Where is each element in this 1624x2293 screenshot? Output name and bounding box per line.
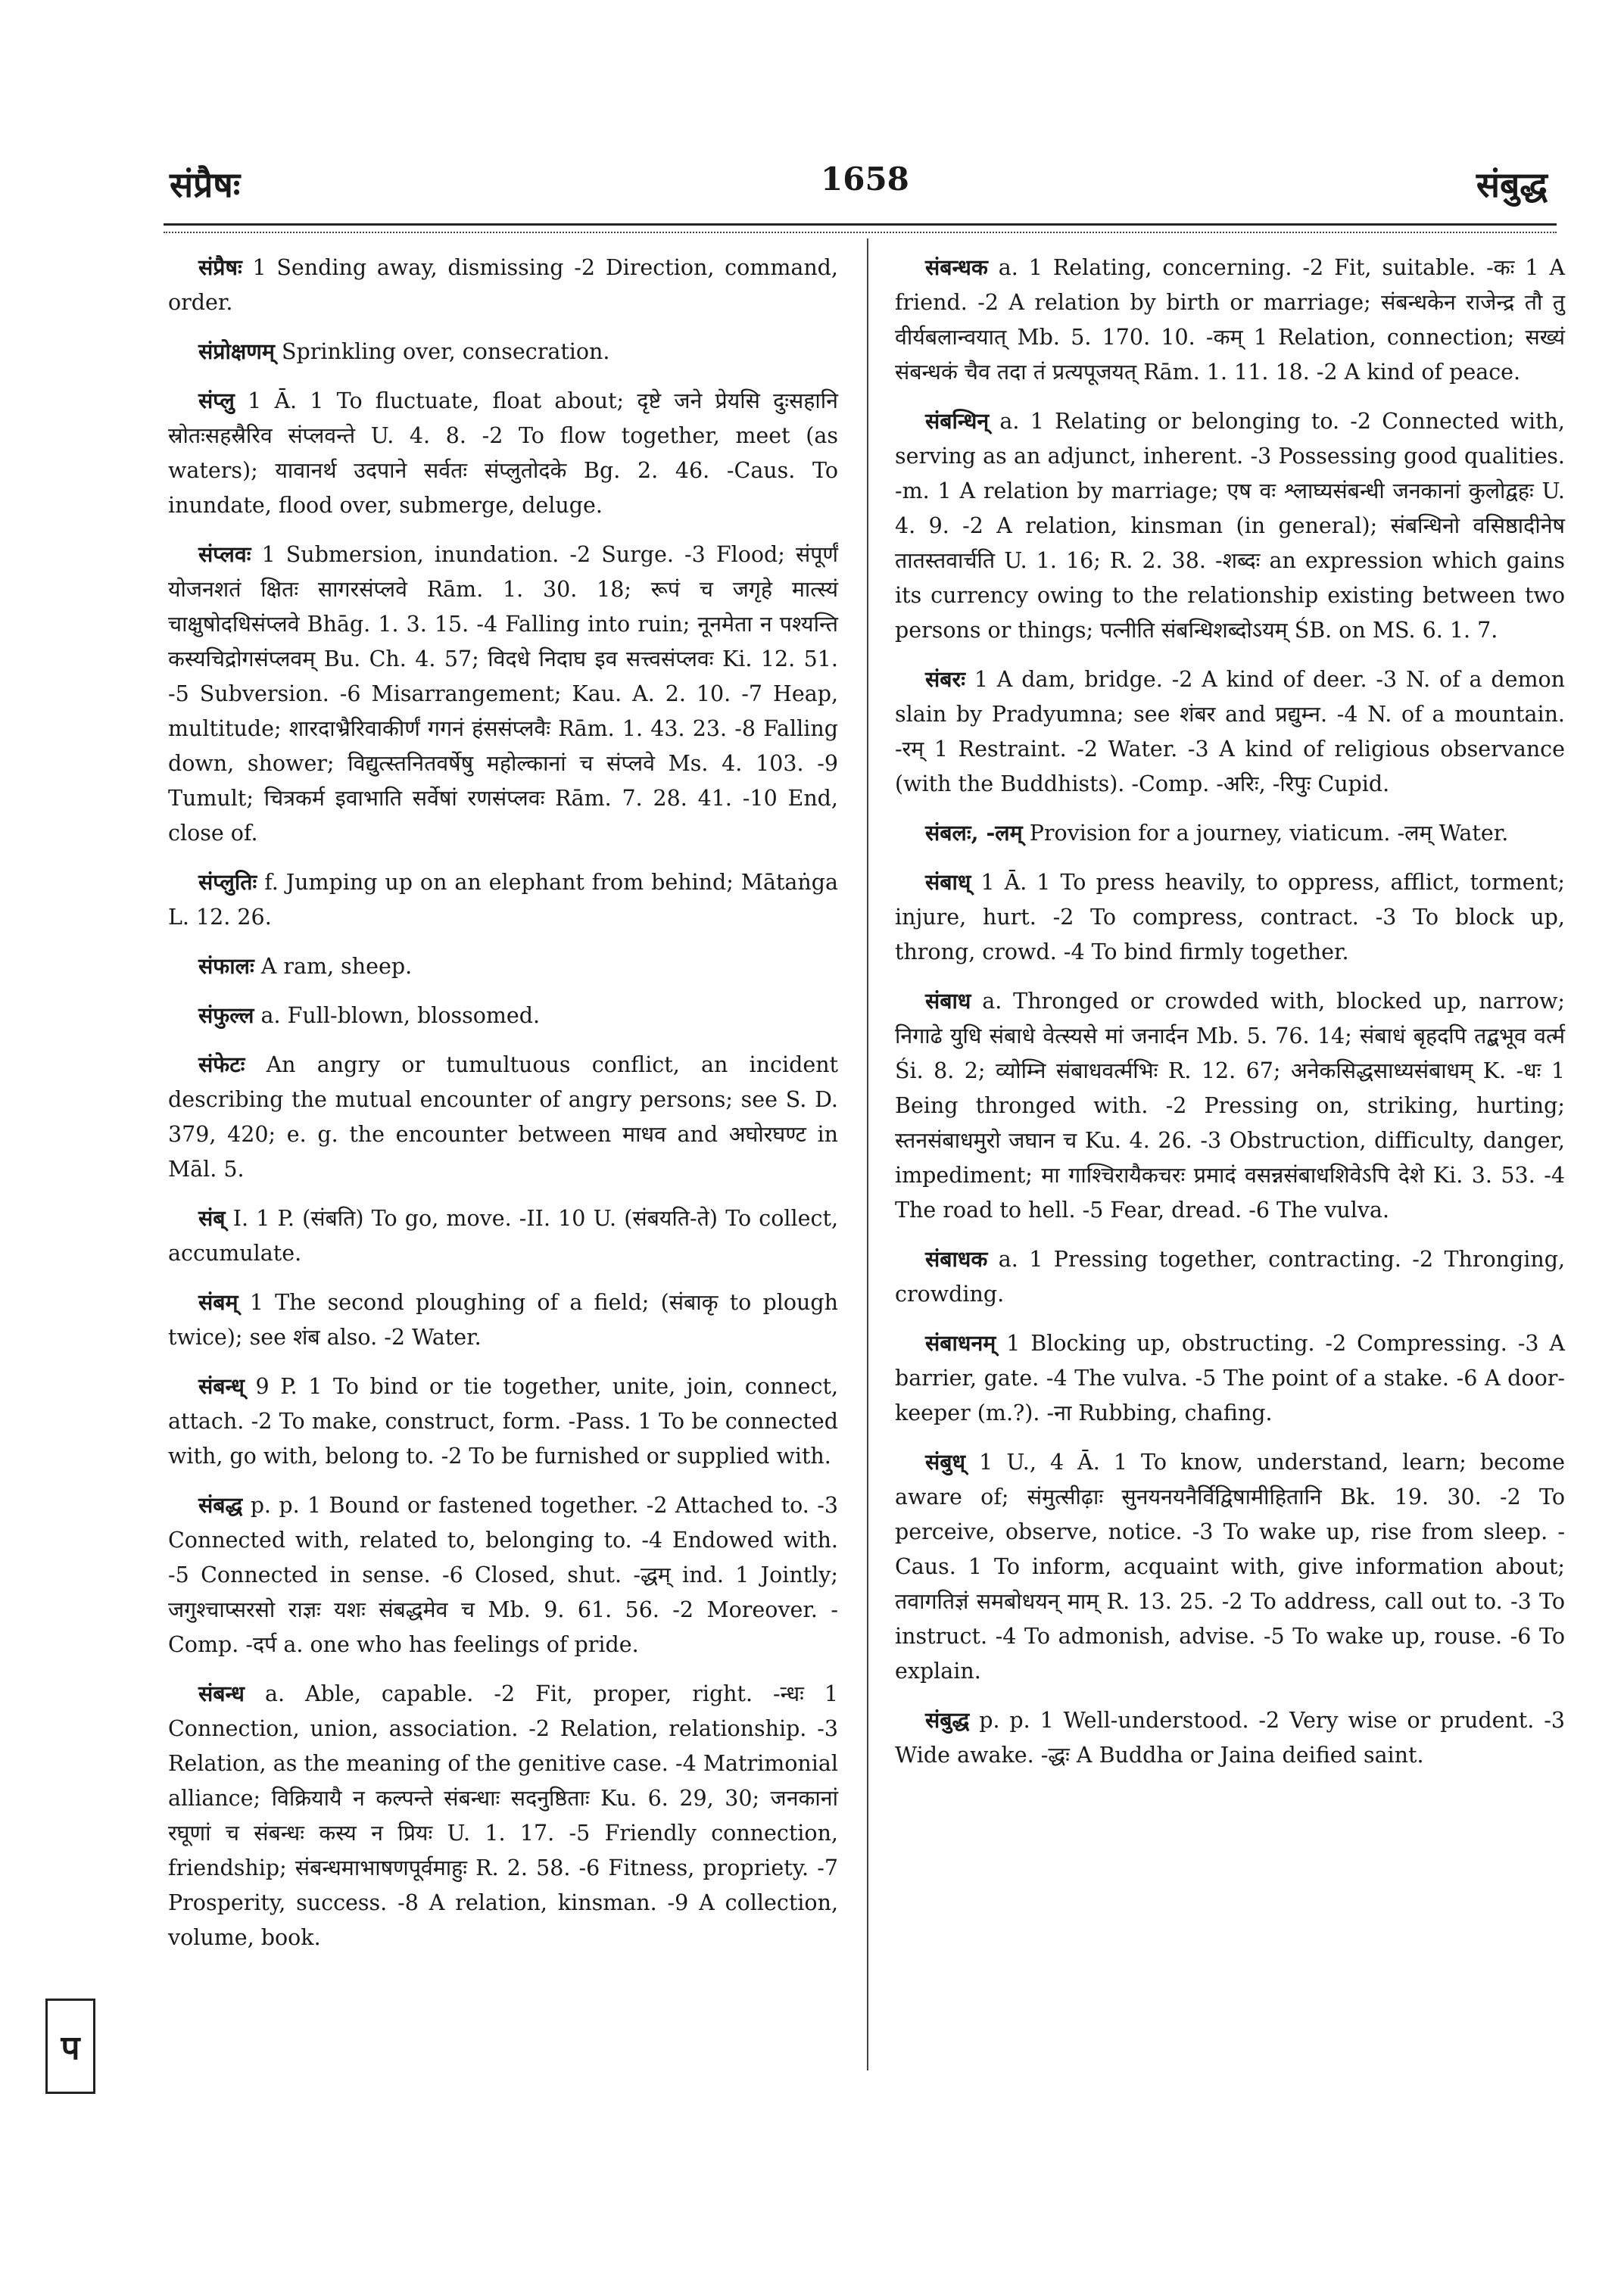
headword: संप्लुतिः bbox=[198, 869, 257, 895]
definition: An angry or tumultuous conflict, an incident describing the mutual encounter of angry persons; see S. D. 379, 420; e. g. the encounter between माधव and अघोरघण्ट in Māl. 5. bbox=[168, 1052, 839, 1182]
entry bbox=[895, 1326, 1565, 1431]
entry bbox=[168, 1488, 838, 1662]
definition: 1 The second ploughing of a field; (संबाकृ to plough twice); see शंब also. -2 Water. bbox=[168, 1290, 839, 1350]
definition: A ram, sheep. bbox=[260, 954, 413, 979]
headword: संबुद्ध bbox=[925, 1707, 970, 1733]
entry bbox=[895, 1242, 1565, 1312]
entry bbox=[895, 865, 1565, 970]
definition: a. Able, capable. -2 Fit, proper, right. -न्धः 1 Connection, union, association. -2 Relation, relationship. -3 Relation, as the meaning of the genitive case. -4 Matrimonial alliance; विक्रियायै न कल्पन्ते संबन्धाः सदनुष्ठिताः Ku. 6. 29, 30; जनकानां रघूणां च संबन्धः कस्य न प्रियः U. 1. 17. -5 Friendly connection, friendship; संबन्धमाभाषणपूर्वमाहुः R. 2. 58. -6 Fitness, propriety. -7 Prosperity, success. -8 A relation, kinsman. -9 A collection, volume, book. bbox=[168, 1681, 838, 1950]
entry bbox=[168, 1285, 838, 1355]
headword: संप्लवः bbox=[198, 541, 251, 567]
definition: p. p. 1 Well-understood. -2 Very wise or prudent. -3 Wide awake. -द्धः A Buddha or Jaina deified saint. bbox=[895, 1708, 1565, 1768]
entry bbox=[168, 334, 838, 369]
headword: संबाध bbox=[925, 988, 971, 1014]
left-column bbox=[168, 250, 838, 1969]
definition: Sprinkling over, consecration. bbox=[282, 339, 610, 364]
page-header bbox=[170, 160, 1548, 213]
column-divider bbox=[867, 238, 868, 2070]
definition: 1 U., 4 Ā. 1 To know, understand, learn; become aware of; संमुत्सीढ़ाः सुनयनयनैर्विद्विषामीहितानि Bk. 19. 30. -2 To perceive, observe, notice. -3 To wake up, rise from sleep. -Caus. 1 To inform, acquaint with, give information about; तवागतिज्ञं समबोधयन् माम् R. 13. 25. -2 To address, call out to. -3 To instruct. -4 To admonish, advise. -5 To wake up, rouse. -6 To explain. bbox=[895, 1450, 1565, 1684]
entry bbox=[895, 1444, 1565, 1689]
definition: Provision for a journey, viaticum. -लम् Water. bbox=[1029, 821, 1509, 846]
definition: 1 Sending away, dismissing -2 Direction, command, order. bbox=[168, 255, 838, 315]
definition: 1 Submersion, inundation. -2 Surge. -3 Flood; संपूर्णं योजनशतं क्षितः सागरसंप्लवे Rām. 1. 30. 18; रूपं च जगृहे मात्स्यं चाक्षुषोदधिसंप्लवे Bhāg. 1. 3. 15. -4 Falling into ruin; नूनमेता न पश्यन्ति कस्यचिद्रोगसंप्लवम् Bu. Ch. 4. 57; विदधे निदाघ इव सत्त्वसंप्लवः Ki. 12. 51. -5 Subversion. -6 Misarrangement; Kau. A. 2. 10. -7 Heap, multitude; शारदाभ्रैरिवाकीर्णं गगनं हंससंप्लवैः Rām. 1. 43. 23. -8 Falling down, shower; विद्युत्स्तनितवर्षेषु महोल्कानां च संप्लवे Ms. 4. 103. -9 Tumult; चित्रकर्म इवाभाति सर्वेषां रणसंप्लवः Rām. 7. 28. 41. -10 End, close of. bbox=[168, 542, 838, 846]
definition: f. Jumping up on an elephant from behind; Mātaṅga L. 12. 26. bbox=[168, 870, 839, 930]
headword: संबन्ध् bbox=[198, 1373, 245, 1399]
entry bbox=[895, 1703, 1565, 1773]
headword: संबरः bbox=[925, 666, 965, 692]
headword: संप्रोक्षणम् bbox=[198, 338, 275, 364]
headword: संबलः, -लम् bbox=[925, 820, 1023, 846]
entry bbox=[895, 815, 1565, 851]
definition: 9 P. 1 To bind or tie together, unite, join, connect, attach. -2 To make, construct, form. -Pass. 1 To be connected with, go with, belong to. -2 To be furnished or supplied with. bbox=[168, 1374, 838, 1469]
entry bbox=[895, 403, 1565, 648]
headword: संबाध् bbox=[925, 869, 971, 895]
headword: संबुध् bbox=[925, 1449, 966, 1475]
definition: 1 Blocking up, obstructing. -2 Compressing. -3 A barrier, gate. -4 The vulva. -5 The point of a stake. -6 A door-keeper (m.?). -ना Rubbing, chafing. bbox=[895, 1331, 1565, 1425]
entry bbox=[895, 662, 1565, 802]
right-column bbox=[895, 250, 1565, 1787]
headword: संबन्ध bbox=[198, 1681, 245, 1706]
entry bbox=[168, 1201, 838, 1271]
definition: 1 A dam, bridge. -2 A kind of deer. -3 N. of a demon slain by Pradyumna; see शंबर and प्रद्युम्न. -4 N. of a mountain. -रम् 1 Restraint. -2 Water. -3 A kind of religious observance (with the Buddhists). -Comp. -अरिः, -रिपुः Cupid. bbox=[895, 667, 1565, 796]
headword: संबन्धक bbox=[925, 254, 988, 280]
entry bbox=[168, 250, 838, 320]
headword: संब् bbox=[198, 1205, 226, 1231]
definition: 1 Ā. 1 To fluctuate, float about; दृष्टे जने प्रेयसि दुःसहानि स्रोतःसहस्रैरिव संप्लवन्ते U. 4. 8. -2 To flow together, meet (as waters); यावानर्थ उदपाने सर्वतः संप्लुतोदके Bg. 2. 46. -Caus. To inundate, flood over, submerge, deluge. bbox=[168, 388, 838, 518]
definition: a. 1 Relating, concerning. -2 Fit, suitable. -कः 1 A friend. -2 A relation by birth or marriage; संबन्धकेन राजेन्द्र तौ तु वीर्यबलान्वयात् Mb. 5. 170. 10. -कम् 1 Relation, connection; सख्यं संबन्धकं चैव तदा तं प्रत्यपूजयत् Rām. 1. 11. 18. -2 A kind of peace. bbox=[895, 255, 1565, 385]
headword: संबाधनम् bbox=[925, 1330, 996, 1356]
header-rule bbox=[164, 223, 1557, 233]
entry bbox=[895, 250, 1565, 390]
headword: संप्रैषः bbox=[198, 254, 242, 280]
entry bbox=[168, 998, 838, 1033]
headword: संफुल्ल bbox=[198, 1002, 254, 1028]
definition: a. Thronged or crowded with, blocked up, narrow; निगाढे युधि संबाधे वेत्स्यसे मां जनार्दन Mb. 5. 76. 14; संबाधं बृहदपि तद्बभूव वर्त्म Śi. 8. 2; व्योम्नि संबाधवर्त्मभिः R. 12. 67; अनेकसिद्धसाध्यसंबाधम् K. -धः 1 Being thronged with. -2 Pressing on, striking, hurting; स्तनसंबाधमुरो जघान च Ku. 4. 26. -3 Obstruction, difficulty, danger, impediment; मा गाश्चिरायैकचरः प्रमादं वसन्नसंबाधशिवेऽपि देशे Ki. 3. 53. -4 The road to hell. -5 Fear, dread. -6 The vulva. bbox=[895, 989, 1565, 1223]
entry bbox=[168, 537, 838, 851]
entry bbox=[168, 865, 838, 935]
entry bbox=[168, 1369, 838, 1474]
definition: I. 1 P. (संबति) To go, move. -II. 10 U. (संबयति-ते) To collect, accumulate. bbox=[168, 1206, 838, 1266]
headword: संफालः bbox=[198, 953, 254, 979]
definition: a. 1 Pressing together, contracting. -2 Thronging, crowding. bbox=[895, 1247, 1566, 1307]
definition: a. Full-blown, blossomed. bbox=[260, 1003, 541, 1028]
headword: संबन्धिन् bbox=[925, 408, 990, 434]
definition: p. p. 1 Bound or fastened together. -2 Attached to. -3 Connected with, related to, belonging to. -4 Endowed with. -5 Connected in sense. -6 Closed, shut. -द्धम् ind. 1 Jointly; जगुश्चाप्सरसो राज्ञः यशः संबद्धमेव च Mb. 9. 61. 56. -2 Moreover. -Comp. -दर्प a. one who has feelings of pride. bbox=[168, 1493, 838, 1657]
headword: संफेटः bbox=[198, 1051, 245, 1077]
entry bbox=[168, 1047, 838, 1187]
headword: संबम् bbox=[198, 1289, 238, 1315]
thumb-index-tab: प bbox=[45, 1999, 95, 2094]
header-right-word: संबुद्ध bbox=[1476, 164, 1548, 205]
headword: संबाधक bbox=[925, 1246, 988, 1272]
headword: संबद्ध bbox=[198, 1492, 243, 1518]
page-number: 1658 bbox=[821, 160, 909, 198]
entry bbox=[895, 983, 1565, 1228]
definition: 1 Ā. 1 To press heavily, to oppress, afflict, torment; injure, hurt. -2 To compress, contract. -3 To block up, throng, crowd. -4 To bind firmly together. bbox=[895, 870, 1565, 964]
definition: a. 1 Relating or belonging to. -2 Connected with, serving as an adjunct, inherent. -3 Possessing good qualities. -m. 1 A relation by marriage; एष वः श्लाघ्यसंबन्धी जनकानां कुलोद्वहः U. 4. 9. -2 A relation, kinsman (in general); संबन्धिनो वसिष्ठादीनेष तातस्तवार्चति U. 1. 16; R. 2. 38. -शब्दः an expression which gains its currency owing to the relationship existing between two persons or things; पत्नीति संबन्धिशब्दोऽयम् ŚB. on MS. 6. 1. 7. bbox=[895, 409, 1565, 643]
entry bbox=[168, 383, 838, 523]
entry bbox=[168, 1676, 838, 1955]
headword: संप्लु bbox=[198, 388, 235, 413]
entry bbox=[168, 949, 838, 984]
header-left-word: संप्रैषः bbox=[170, 164, 241, 205]
